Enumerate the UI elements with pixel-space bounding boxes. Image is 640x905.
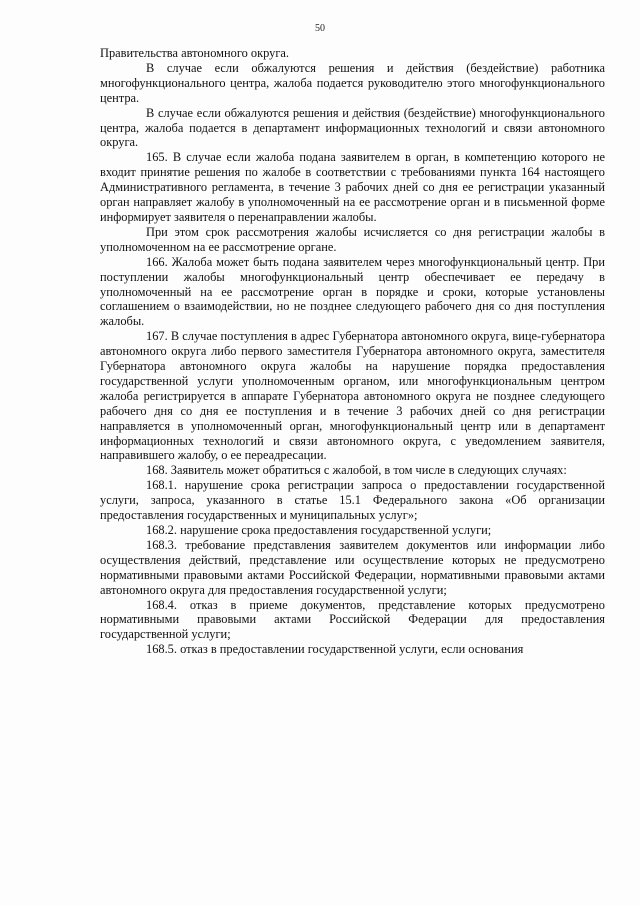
paragraph: В случае если обжалуются решения и действия (бездействие) многофункционального центра, жалоба подается в департамент информационных технологий и связи автономного округа. <box>100 105 605 150</box>
page-number: 50 <box>315 23 325 34</box>
paragraph: 166. Жалоба может быть подана заявителем через многофункциональный центр. При поступлении жалобы многофункциональный центр обеспечивает ее передачу в уполномоченный на ее рассмотрение орган в порядке и сроки, которые установлены соглашением о взаимодействии, но не позднее следующего рабочего дня со дня поступления жалобы. <box>100 254 605 329</box>
paragraph: 168. Заявитель может обратиться с жалобой, в том числе в следующих случаях: <box>146 463 567 478</box>
paragraph: 168.5. отказ в предоставлении государственной услуги, если основания <box>146 642 524 657</box>
paragraph: В случае если обжалуются решения и действия (бездействие) работника многофункционального центра, жалоба подается руководителю этого многофункционального центра. <box>100 60 605 105</box>
paragraph: 165. В случае если жалоба подана заявителем в орган, в компетенцию которого не входит принятие решения по жалобе в соответствии с требованиями пункта 164 настоящего Административного регламента, в течение 3 рабочих дней со дня ее регистрации указанный орган направляет жалобу в уполномоченный на ее рассмотрение орган и в письменной форме информирует заявителя о перенаправлении жалобы. <box>100 150 605 224</box>
document-body <box>100 46 605 657</box>
paragraph: 168.3. требование представления заявителем документов или информации либо осуществления действий, представление или осуществление которых не предусмотрено нормативными правовыми актами Российской Федерации, нормативными правовыми актами автономного округа для предоставления государственной услуги; <box>100 537 605 597</box>
paragraph: 168.2. нарушение срока предоставления государственной услуги; <box>146 523 492 537</box>
paragraph: 168.1. нарушение срока регистрации запроса о предоставлении государственной услуги, запроса, указанного в статье 15.1 Федерального закона «Об организации предоставления государственных и муниципальных услуг»; <box>100 478 605 523</box>
paragraph: Правительства автономного округа. <box>100 46 290 60</box>
paragraph: 167. В случае поступления в адрес Губернатора автономного округа, вице-губернатора автономного округа либо первого заместителя Губернатора автономного округа, заместителя Губернатора автономного округа жалобы на нарушение порядка предоставления государственной услуги уполномоченным органом, или многофункциональным центром жалоба регистрируется в аппарате Губернатора автономного округа не позднее следующего рабочего дня со дня ее поступления и в течение 3 рабочих дней со дня регистрации направляется в уполномоченный орган, многофункциональный центр или в департамент информационных технологий и связи автономного округа, с уведомлением заявителя, направившего жалобу, о ее переадресации. <box>100 329 605 463</box>
paragraph: 168.4. отказ в приеме документов, представление которых предусмотрено нормативными правовыми актами Российской Федерации для предоставления государственной услуги; <box>100 597 605 642</box>
paragraph: При этом срок рассмотрения жалобы исчисляется со дня регистрации жалобы в уполномоченном на ее рассмотрение органе. <box>100 224 605 254</box>
